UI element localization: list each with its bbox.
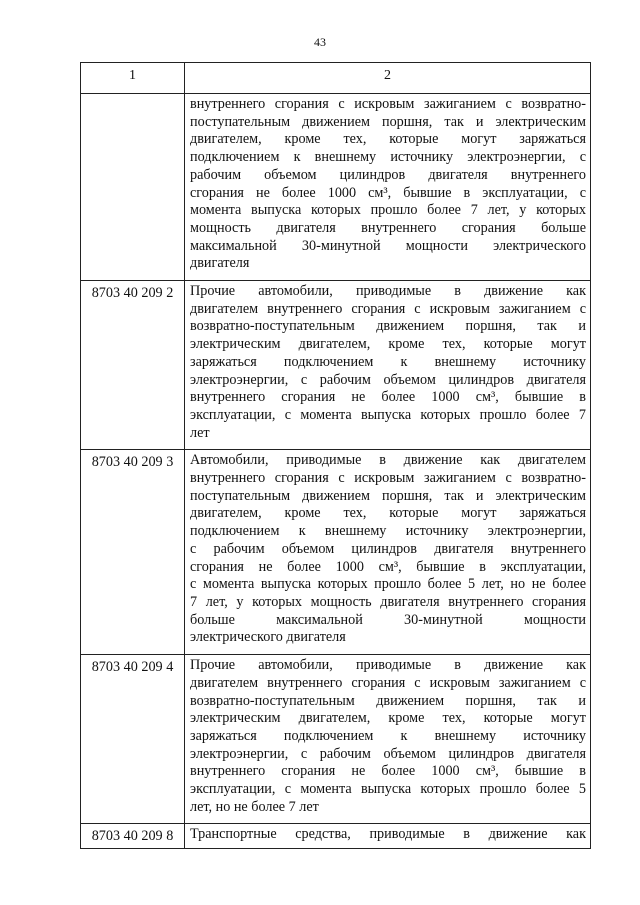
description-line: электрическим двигателем, кроме тех, которые могут bbox=[190, 336, 586, 353]
description-line: поступательным движением поршня, так и электрическим bbox=[190, 487, 586, 504]
description-line: электрического двигателя bbox=[190, 629, 346, 646]
description-line: 7 лет, у которых мощность двигателя внутреннего сгорания bbox=[190, 593, 586, 610]
table-header-row bbox=[81, 63, 591, 94]
description-line: эксплуатации, с момента выпуска которых прошло более 5 bbox=[190, 781, 586, 798]
description-line: внутреннего сгорания с искровым зажиганием с возвратно- bbox=[190, 470, 586, 487]
description-line: внутреннего сгорания не более 1000 см³, бывшие в bbox=[190, 389, 586, 406]
column-header-2: 2 bbox=[185, 63, 591, 94]
commodity-description bbox=[185, 94, 591, 281]
description-line: подключением к внешнему источнику электроэнергии, bbox=[190, 523, 586, 540]
description-line: двигателем, кроме тех, которые могут заряжаться bbox=[190, 131, 586, 148]
description-line: сгорания не более 1000 см³, бывшие в эксплуатации, bbox=[190, 558, 586, 575]
description-line: двигателем, кроме тех, которые могут заряжаться bbox=[190, 505, 586, 522]
description-line: Прочие автомобили, приводимые в движение как bbox=[190, 283, 586, 300]
commodity-description bbox=[185, 655, 591, 824]
description-line: максимальной 30-минутной мощности электрического bbox=[190, 237, 586, 254]
commodity-code: 8703 40 209 3 bbox=[81, 450, 185, 655]
description-line: электроэнергии, с рабочим объемом цилиндров двигателя bbox=[190, 745, 586, 762]
description-line: больше максимальной 30-минутной мощности bbox=[190, 611, 586, 628]
commodity-code: 8703 40 209 8 bbox=[81, 824, 185, 849]
description-line: момента выпуска которых прошло более 7 лет, у которых bbox=[190, 202, 586, 219]
description-line: возвратно-поступательным движением поршня, так и bbox=[190, 318, 586, 335]
description-line: лет bbox=[190, 424, 210, 441]
table-row bbox=[81, 450, 591, 655]
table-row bbox=[81, 281, 591, 450]
description-line: заряжаться подключением к внешнему источнику bbox=[190, 727, 586, 744]
description-line: внутреннего сгорания с искровым зажиганием с возвратно- bbox=[190, 96, 586, 112]
table-body bbox=[81, 94, 591, 849]
description-line: заряжаться подключением к внешнему источнику bbox=[190, 353, 586, 370]
description-line: возвратно-поступательным движением поршня, так и bbox=[190, 692, 586, 709]
commodity-code: 8703 40 209 4 bbox=[81, 655, 185, 824]
description-line: мощность двигателя внутреннего сгорания больше bbox=[190, 219, 586, 236]
description-line: Автомобили, приводимые в движение как двигателем bbox=[190, 452, 586, 469]
description-line: подключением к внешнему источнику электроэнергии, с bbox=[190, 149, 586, 166]
description-line: двигателем внутреннего сгорания с искровым зажиганием с bbox=[190, 300, 586, 317]
description-line: двигателем внутреннего сгорания с искровым зажиганием с bbox=[190, 674, 586, 691]
commodity-description bbox=[185, 450, 591, 655]
description-line: электрическим двигателем, кроме тех, которые могут bbox=[190, 710, 586, 727]
description-line: двигателя bbox=[190, 255, 250, 272]
description-line: с рабочим объемом цилиндров двигателя внутреннего bbox=[190, 540, 586, 557]
commodity-description bbox=[185, 824, 591, 849]
table-row bbox=[81, 94, 591, 281]
page-number: 43 bbox=[314, 35, 326, 49]
description-line: рабочим объемом цилиндров двигателя внутреннего bbox=[190, 166, 586, 183]
description-line: поступательным движением поршня, так и электрическим bbox=[190, 113, 586, 130]
description-line: с момента выпуска которых прошло более 5 лет, но не более bbox=[190, 576, 586, 593]
description-line: эксплуатации, с момента выпуска которых прошло более 7 bbox=[190, 406, 586, 423]
description-line: лет, но не более 7 лет bbox=[190, 798, 319, 815]
commodity-code: 8703 40 209 2 bbox=[81, 281, 185, 450]
description-line: сгорания не более 1000 см³, бывшие в эксплуатации, с bbox=[190, 184, 586, 201]
table-row bbox=[81, 655, 591, 824]
description-line: внутреннего сгорания не более 1000 см³, бывшие в bbox=[190, 763, 586, 780]
description-line: Прочие автомобили, приводимые в движение как bbox=[190, 657, 586, 674]
commodity-code bbox=[81, 94, 185, 281]
description-line: электроэнергии, с рабочим объемом цилиндров двигателя bbox=[190, 371, 586, 388]
description-line: Транспортные средства, приводимые в движение как bbox=[190, 826, 586, 843]
commodity-description bbox=[185, 281, 591, 450]
table-row bbox=[81, 824, 591, 849]
column-header-1: 1 bbox=[81, 63, 185, 94]
tariff-table bbox=[80, 62, 591, 849]
